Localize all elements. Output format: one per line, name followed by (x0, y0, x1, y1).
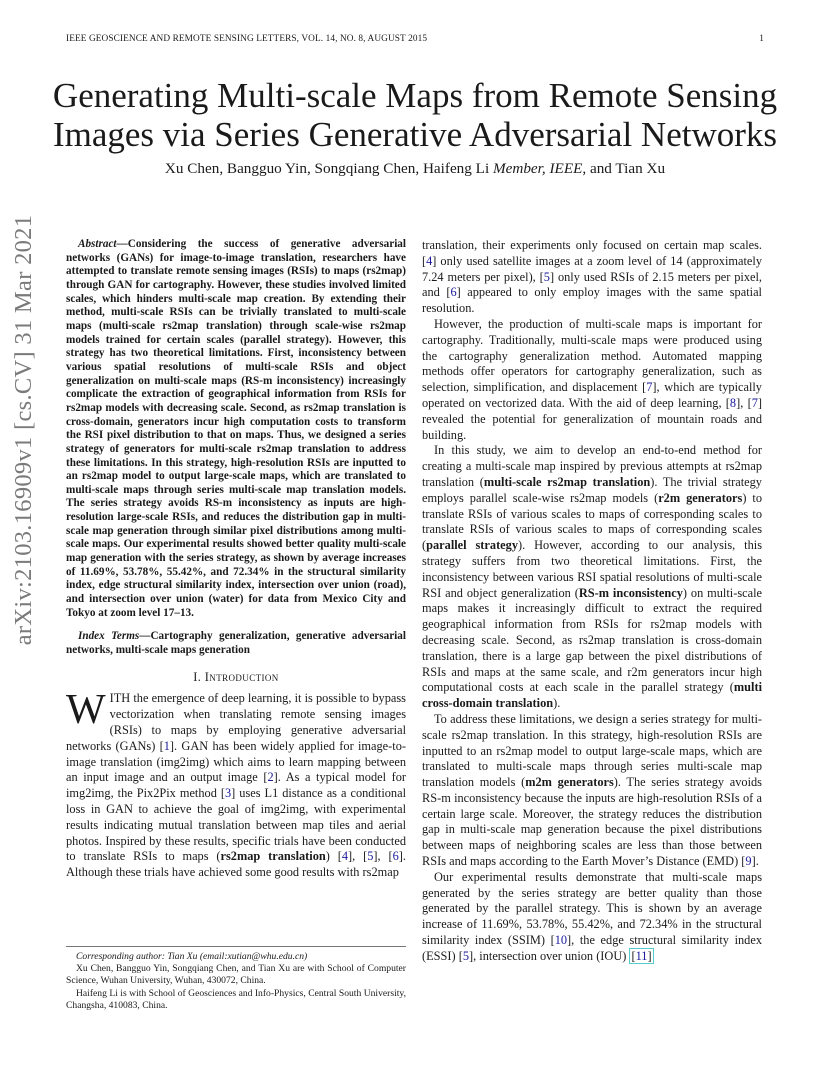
section-heading (66, 670, 406, 686)
citation-link[interactable]: [ 7 ] (642, 380, 656, 394)
left-column (66, 238, 406, 881)
index-terms (66, 630, 406, 657)
authors-last: , and Tian Xu (582, 160, 666, 177)
authors-main: Xu Chen, Bangguo Yin, Songqiang Chen, Haifeng Li (164, 160, 493, 177)
citation-link[interactable]: [ 5 ] (363, 849, 377, 863)
abstract-lead: Abstract (78, 238, 117, 250)
index-terms-lead: Index Terms (78, 630, 140, 643)
affiliation-1: Xu Chen, Bangguo Yin, Songqiang Chen, and Tian Xu are with School of Computer Science, Wuhan University, Wuhan, 430072, China. (66, 963, 406, 987)
citation-link[interactable]: [ 4 ] (338, 849, 352, 863)
member-note: Member, IEEE (492, 160, 583, 177)
paper-title: Generating Multi-scale Maps from Remote Sensing Images via Series Generative Adversarial Networks (52, 76, 778, 154)
drop-cap: W (66, 687, 106, 734)
section-number: I. (193, 669, 205, 684)
citation-link[interactable]: [ 8 ] (726, 396, 740, 410)
citation-link[interactable]: [ 4 ] (422, 254, 436, 268)
intro-paragraph-1-cont: translation, their experiments only focused on certain map scales. [ 4 ] only used satellite images at a zoom level of 14 (approximately 7.24 meters per pixel), [ 5 ] only used RSIs of 2.15 meters per pixel, and [ 6 ] appeared to only employ images with the same spatial resolution. (422, 238, 762, 317)
right-column (422, 238, 762, 965)
intro-paragraph-4: To address these limitations, we design a series strategy for multi-scale rs2map translation. In this strategy, high-resolution RSIs are inputted to an rs2map model to output large-scale maps, which are translated to multi-scale maps through series multi-scale map translation models (m2m generators). The series strategy avoids RS-m inconsistency because the inputs are high-resolution RSIs of a certain large scale. Moreover, the strategy reduces the distribution gap in multi-scale map generation because the pixel distributions between maps of neighboring scales are less than those between RSIs and maps according to the Earth Mover’s Distance (EMD) [ 9 ] . (422, 712, 762, 870)
citation-link[interactable]: [ 7 ] (748, 396, 762, 410)
citation-link[interactable]: [ 9 ] (741, 854, 755, 868)
citation-link[interactable]: [ 6 ] (446, 285, 460, 299)
citation-link[interactable]: [ 11 ] (629, 948, 653, 964)
footnotes (66, 946, 406, 1012)
citation-link[interactable]: [ 3 ] (221, 786, 235, 800)
running-header (66, 34, 764, 44)
arxiv-stamp-text: arXiv:2103.16909v1 [cs.CV] 31 Mar 2021 (10, 214, 37, 646)
citation-link[interactable]: [ 5 ] (540, 270, 554, 284)
affiliation-2: Haifeng Li is with School of Geosciences and Info-Physics, Central South University, Changsha, 410083, China. (66, 987, 406, 1011)
corresponding-author: Corresponding author: Tian Xu (email:xutian@whu.edu.cn) (76, 951, 308, 962)
abstract (66, 238, 406, 620)
citation-link[interactable]: [ 6 ] (389, 849, 403, 863)
intro-paragraph-2: However, the production of multi-scale maps is important for cartography. Traditionally, multi-scale maps were produced using the cartography generalization method. Automated mapping methods offer operators for cartography generalization, such as selection, simplification, and displacement [ 7 ] , which are typically operated on vectorized data. With the aid of deep learning, [ 8 ] , [ 7 ] revealed the potential for generalization of mountain roads and building. (422, 317, 762, 443)
intro-paragraph-5: Our experimental results demonstrate that multi-scale maps generated by the series strategy are better quality than those generated by the parallel strategy. This is shown by an average increase of 11.69%, 53.78%, 55.42%, and 72.34% in the structural similarity index (SSIM) [ 10 ] , the edge structural similarity index (ESSI) [ 5 ] , intersection over union (IOU) [ 11 ] (422, 870, 762, 965)
citation-link[interactable]: [ 1 ] (160, 739, 174, 753)
journal-line: IEEE GEOSCIENCE AND REMOTE SENSING LETTERS, VOL. 14, NO. 8, AUGUST 2015 (66, 34, 428, 44)
section-title: Introduction (204, 669, 279, 684)
citation-link[interactable]: [ 10 ] (551, 933, 572, 947)
index-terms-text: —Cartography generalization, generative adversarial networks, multi-scale maps generation (66, 630, 406, 657)
intro-paragraph-1: WITH the emergence of deep learning, it is possible to bypass vectorization when translating remote sensing images (RSIs) to maps by employing generative adversarial networks (GANs) [ 1 ] . GAN has been widely applied for image-to-image translation (img2img) which aims to learn mapping between an input image and an output image [ 2 ] . As a typical model for img2img, the Pix2Pix method [ 3 ] uses L1 distance as a conditional loss in GAN to achieve the goal of img2img, with experimental results indicating mutual translation between map tiles and aerial photos. Inspired by these results, specific trials have been conducted to translate RSIs to maps (rs2map translation) [ 4 ] , [ 5 ] , [ 6 ] . Although these trials have achieved some good results with rs2map (66, 691, 406, 881)
citation-link[interactable]: [ 2 ] (263, 770, 277, 784)
abstract-text: —Considering the success of generative adversarial networks (GANs) for image-to-image translation, researchers have attempted to translate remote sensing images (RSIs) to maps (rs2map) through GAN for cartography. However, these studies involved limited scales, which hinders multi-scale map creation. By extending their method, multi-scale RSIs can be trivially translated to multi-scale maps (multi-scale rs2map translation) through scale-wise rs2map models trained for certain scales (parallel strategy). However, this strategy has two theoretical limitations. First, inconsistency between various spatial resolutions of multi-scale RSIs and object generalization on multi-scale maps (RS-m inconsistency) increasingly complicate the extraction of geographical information from RSIs for rs2map models with decreasing scale. Second, as rs2map translation is cross-domain, generators incur high computation costs to transform the RSI pixel distribution to that on maps. Thus, we designed a series strategy of generators for multi-scale rs2map translation to address these limitations. In this strategy, high-resolution RSIs are inputted to an rs2map model to output large-scale maps, which are translated to multi-scale maps through series multi-scale map translation models. The series strategy avoids RS-m inconsistency as inputs are high-resolution large-scale RSIs, and reduces the distribution gap in multi-scale map generation through similar pixel distributions among multi-scale maps. Our experimental results showed better quality multi-scale map generation with the series strategy, as shown by average increases of 11.69%, 53.78%, 55.42%, and 72.34% in the structural similarity index, edge structural similarity index, intersection over union (road), and intersection over union (water) for data from Mexico City and Tokyo at zoom level 17–13. (66, 238, 406, 619)
citation-link[interactable]: [ 5 ] (459, 949, 473, 963)
page-number: 1 (759, 34, 764, 44)
arxiv-stamp[interactable] (10, 214, 44, 646)
author-line (40, 160, 790, 178)
intro-paragraph-3: In this study, we aim to develop an end-to-end method for creating a multi-scale map inspired by previous attempts at rs2map translation (multi-scale rs2map translation). The trivial strategy employs parallel scale-wise rs2map models (r2m generators) to translate RSIs of various scales to maps of corresponding scales to translate RSIs of various scales to maps of corresponding scales (parallel strategy). However, according to our analysis, this strategy suffers from two theoretical limitations. First, the inconsistency between various RSI spatial resolutions of multi-scale RSI and object generalization (RS-m inconsistency) on multi-scale maps makes it increasingly difficult to extract the required geographical information from RSIs for rs2map models with decreasing scale. Second, as rs2map translation is cross-domain translation, there is a large gap between the pixel distributions of RSIs and maps at the same scale, and r2m generators incur high computational costs at each scale in the parallel strategy (multi cross-domain translation). (422, 443, 763, 711)
